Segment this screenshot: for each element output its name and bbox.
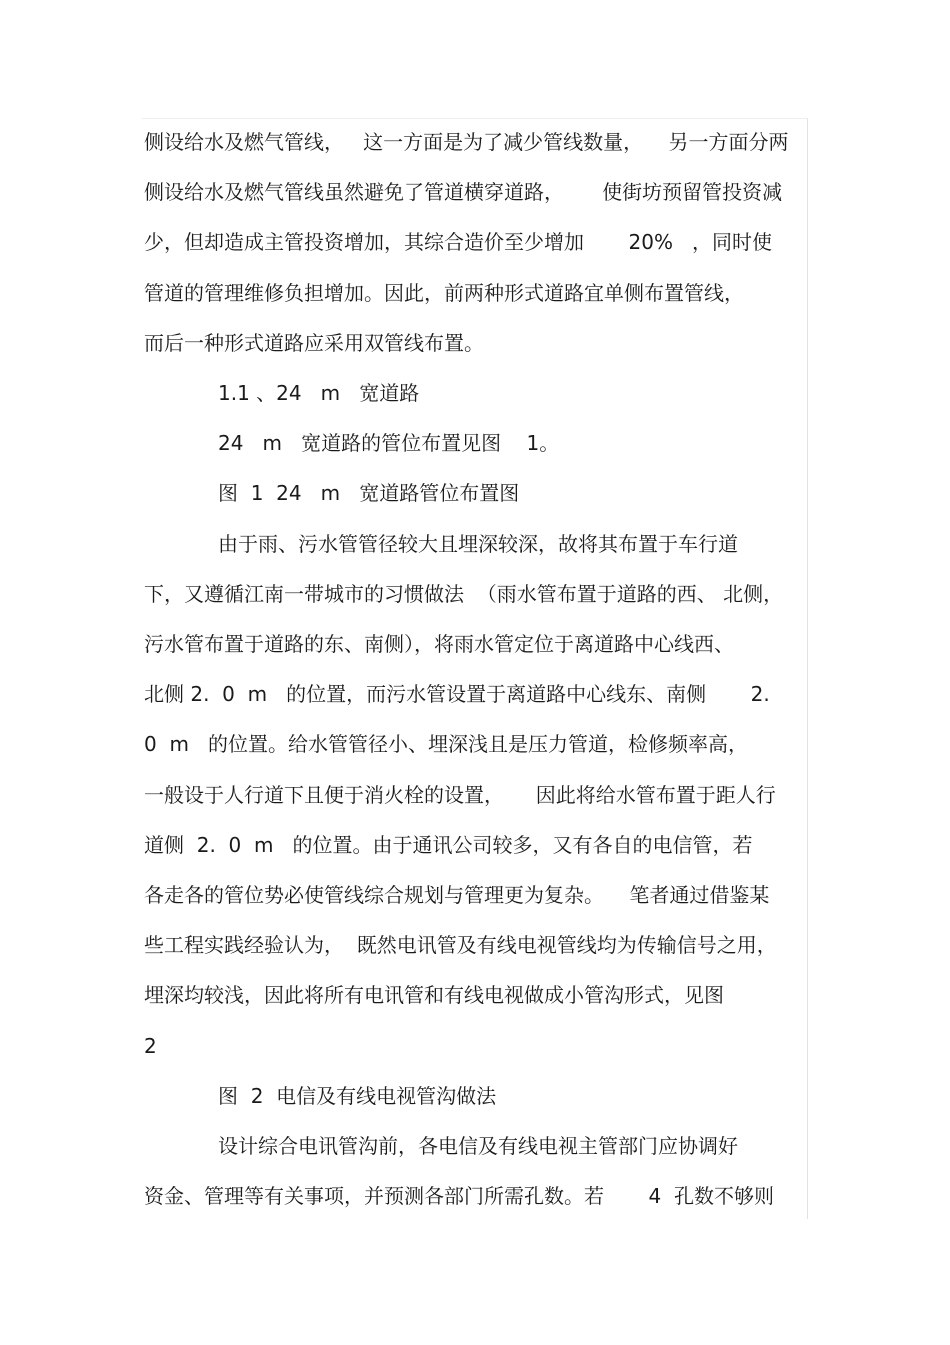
text-line: 资金、管理等有关事项，并预测各部门所需孔数。若 4 孔数不够则: [144, 1184, 774, 1209]
text-line: 而后一种形式道路应采用双管线布置。: [144, 330, 484, 355]
text-line: 北侧 2. 0 m 的位置，而污水管设置于离道路中心线东、南侧 2.: [144, 682, 770, 707]
text-line: 埋深均较浅，因此将所有电讯管和有线电视做成小管沟形式，见图: [144, 983, 724, 1008]
text-line: 污水管布置于道路的东、南侧），将雨水管定位于离道路中心线西、: [144, 632, 734, 656]
text-line: 0 m 的位置。给水管管径小、埋深浅且是压力管道，检修频率高，: [144, 732, 748, 757]
text-line: 24 m 宽道路的管位布置见图 1。: [218, 431, 560, 456]
text-line: 图 1 24 m 宽道路管位布置图: [218, 481, 520, 506]
text-line: 道侧 2. 0 m 的位置。由于通讯公司较多，又有各自的电信管，若: [144, 832, 753, 857]
text-line: 1.1 、24 m 宽道路: [218, 381, 420, 405]
text-line: 侧设给水及燃气管线， 这一方面是为了减少管线数量， 另一方面分两: [144, 130, 789, 154]
text-line: 下，又遵循江南一带城市的习惯做法 （雨水管布置于道路的西、 北侧，: [144, 581, 784, 606]
text-line: 一般设于人行道下且便于消火栓的设置， 因此将给水管布置于距人行: [144, 782, 776, 807]
text-line: 少，但却造成主管投资增加，其综合造价至少增加 20% ，同时使: [144, 230, 773, 255]
text-line: 由于雨、污水管管径较大且埋深较深，故将其布置于车行道: [218, 531, 738, 556]
text-line: 图 2 电信及有线电视管沟做法: [218, 1083, 497, 1108]
text-line: 些工程实践经验认为， 既然电讯管及有线电视管线均为传输信号之用，: [144, 933, 777, 958]
text-line: 各走各的管位势必使管线综合规划与管理更为复杂。 笔者通过借鉴某: [144, 883, 770, 907]
text-line: 设计综合电讯管沟前，各电信及有线电视主管部门应协调好: [218, 1134, 738, 1158]
text-line: 2: [144, 1033, 157, 1058]
text-line: 侧设给水及燃气管线虽然避免了管道横穿道路， 使街坊预留管投资减: [144, 180, 783, 205]
text-line: 管道的管理维修负担增加。因此，前两种形式道路宜单侧布置管线，: [144, 280, 744, 305]
